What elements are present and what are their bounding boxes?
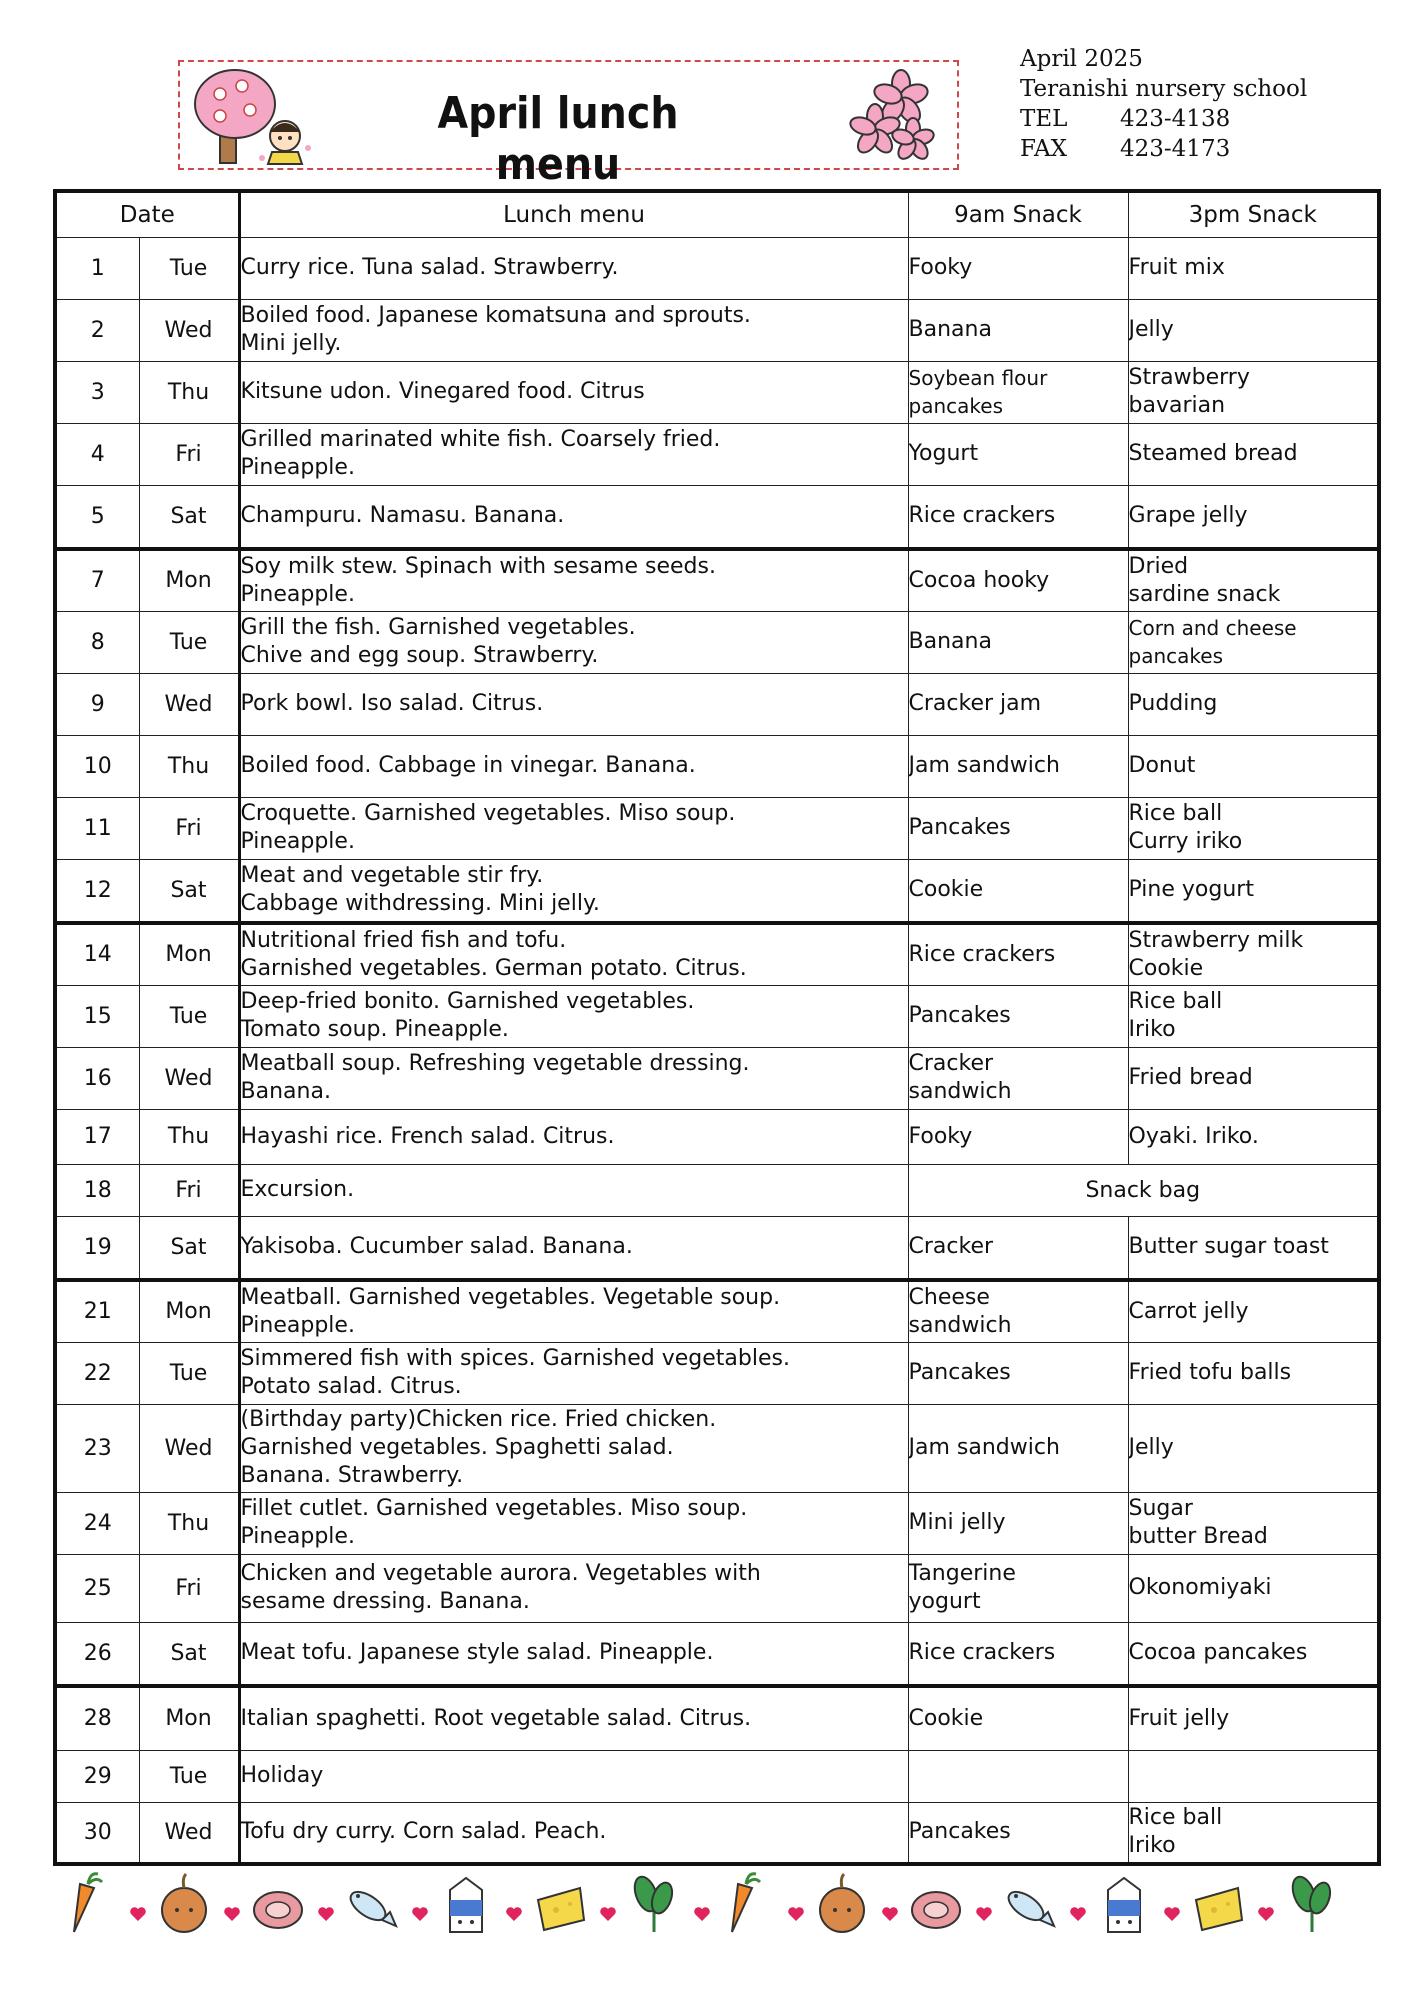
lunch-menu-item: Fillet cutlet. Garnished vegetables. Miso soup. Pineapple.	[239, 1492, 908, 1554]
carrot-icon	[60, 1870, 120, 1940]
pm-snack: Strawberry milk Cookie	[1128, 923, 1379, 985]
heart-icon	[1256, 1904, 1276, 1924]
table-row	[55, 1492, 1379, 1554]
day-number: 11	[55, 797, 139, 859]
am-snack: Tangerine yogurt	[908, 1554, 1128, 1622]
am-snack: Cheese sandwich	[908, 1280, 1128, 1342]
am-snack: Yogurt	[908, 423, 1128, 485]
pm-snack: Fried tofu balls	[1128, 1342, 1379, 1404]
meat-icon	[906, 1870, 966, 1940]
pm-snack: Fried bread	[1128, 1047, 1379, 1109]
lunch-menu-table	[53, 189, 1381, 1866]
am-snack: Rice crackers	[908, 923, 1128, 985]
pm-snack: Oyaki. Iriko.	[1128, 1109, 1379, 1164]
weekday: Mon	[139, 923, 239, 985]
day-number: 9	[55, 673, 139, 735]
day-number: 15	[55, 985, 139, 1047]
lunch-menu-item: Meatball soup. Refreshing vegetable dressing. Banana.	[239, 1047, 908, 1109]
fax-label: FAX	[1020, 136, 1067, 162]
day-number: 7	[55, 549, 139, 611]
lunch-menu-item: Soy milk stew. Spinach with sesame seeds. Pineapple.	[239, 549, 908, 611]
weekday: Wed	[139, 1404, 239, 1492]
lunch-menu-item: (Birthday party)Chicken rice. Fried chicken. Garnished vegetables. Spaghetti salad. Banana. Strawberry.	[239, 1404, 908, 1492]
table-row	[55, 985, 1379, 1047]
day-number: 25	[55, 1554, 139, 1622]
lunch-menu-item: Kitsune udon. Vinegared food. Citrus	[239, 361, 908, 423]
date-header: Date	[55, 191, 239, 237]
lunch-menu-item: Simmered fish with spices. Garnished vegetables. Potato salad. Citrus.	[239, 1342, 908, 1404]
day-number: 1	[55, 237, 139, 299]
am-snack: Cracker	[908, 1216, 1128, 1280]
day-number: 2	[55, 299, 139, 361]
pm-snack: Rice ball Iriko	[1128, 985, 1379, 1047]
lunch-menu-item: Tofu dry curry. Corn salad. Peach.	[239, 1802, 908, 1864]
pm-snack: Sugar butter Bread	[1128, 1492, 1379, 1554]
pm-snack: Pudding	[1128, 673, 1379, 735]
table-row	[55, 1164, 1379, 1216]
weekday: Wed	[139, 299, 239, 361]
heart-icon	[598, 1904, 618, 1924]
pm-snack: Cocoa pancakes	[1128, 1622, 1379, 1686]
weekday: Wed	[139, 1802, 239, 1864]
table-row	[55, 1750, 1379, 1802]
fish-icon	[1000, 1870, 1060, 1940]
pm-snack: Jelly	[1128, 1404, 1379, 1492]
day-number: 24	[55, 1492, 139, 1554]
table-row	[55, 423, 1379, 485]
lunch-menu-item: Holiday	[239, 1750, 908, 1802]
day-number: 28	[55, 1686, 139, 1750]
am-snack: Rice crackers	[908, 1622, 1128, 1686]
pm-snack: Corn and cheese pancakes	[1128, 611, 1379, 673]
weekday: Sat	[139, 485, 239, 549]
am-snack: Pancakes	[908, 1802, 1128, 1864]
table-row	[55, 361, 1379, 423]
pm-snack: Rice ball Iriko	[1128, 1802, 1379, 1864]
spinach-icon	[1282, 1870, 1342, 1940]
weekday: Wed	[139, 1047, 239, 1109]
carrot-icon	[718, 1870, 778, 1940]
pm-snack: Okonomiyaki	[1128, 1554, 1379, 1622]
weekday: Mon	[139, 549, 239, 611]
lunch-menu-item: Excursion.	[239, 1164, 908, 1216]
heart-icon	[692, 1904, 712, 1924]
school-info	[1020, 44, 1307, 164]
table-row	[55, 1404, 1379, 1492]
weekday: Sat	[139, 1216, 239, 1280]
day-number: 26	[55, 1622, 139, 1686]
am-snack: Banana	[908, 299, 1128, 361]
weekday: Fri	[139, 1164, 239, 1216]
day-number: 16	[55, 1047, 139, 1109]
table-row	[55, 673, 1379, 735]
pm-snack: Fruit mix	[1128, 237, 1379, 299]
cherry-tree-icon	[190, 66, 320, 170]
heart-icon	[786, 1904, 806, 1924]
weekday: Wed	[139, 673, 239, 735]
tel-row	[1020, 104, 1307, 134]
pm-snack: Rice ball Curry iriko	[1128, 797, 1379, 859]
am-snack-header: 9am Snack	[908, 191, 1128, 237]
lunch-menu-item: Grill the fish. Garnished vegetables. Chive and egg soup. Strawberry.	[239, 611, 908, 673]
month-year: April 2025	[1020, 46, 1143, 72]
table-row	[55, 1802, 1379, 1864]
table-row	[55, 549, 1379, 611]
pm-snack: Donut	[1128, 735, 1379, 797]
lunch-menu-item: Italian spaghetti. Root vegetable salad. Citrus.	[239, 1686, 908, 1750]
pm-snack: Carrot jelly	[1128, 1280, 1379, 1342]
heart-icon	[1162, 1904, 1182, 1924]
table-row	[55, 859, 1379, 923]
day-number: 30	[55, 1802, 139, 1864]
pm-snack-header: 3pm Snack	[1128, 191, 1379, 237]
pm-snack: Strawberry bavarian	[1128, 361, 1379, 423]
weekday: Fri	[139, 1554, 239, 1622]
heart-icon	[410, 1904, 430, 1924]
title-banner	[178, 60, 959, 190]
lunch-menu-item: Champuru. Namasu. Banana.	[239, 485, 908, 549]
table-row	[55, 1109, 1379, 1164]
pm-snack: Dried sardine snack	[1128, 549, 1379, 611]
lunch-menu-item: Meat tofu. Japanese style salad. Pineapple.	[239, 1622, 908, 1686]
am-snack: Jam sandwich	[908, 1404, 1128, 1492]
lunch-menu-item: Meat and vegetable stir fry. Cabbage withdressing. Mini jelly.	[239, 859, 908, 923]
day-number: 12	[55, 859, 139, 923]
milk-carton-icon	[436, 1870, 496, 1940]
lunch-menu-item: Boiled food. Cabbage in vinegar. Banana.	[239, 735, 908, 797]
lunch-menu-item: Grilled marinated white fish. Coarsely fried. Pineapple.	[239, 423, 908, 485]
milk-carton-icon	[1094, 1870, 1154, 1940]
am-snack: Pancakes	[908, 1342, 1128, 1404]
weekday: Thu	[139, 361, 239, 423]
pm-snack: Grape jelly	[1128, 485, 1379, 549]
am-snack: Cookie	[908, 1686, 1128, 1750]
cheese-icon	[1188, 1870, 1248, 1940]
weekday: Tue	[139, 237, 239, 299]
day-number: 22	[55, 1342, 139, 1404]
table-row	[55, 1342, 1379, 1404]
am-snack: Fooky	[908, 237, 1128, 299]
weekday: Mon	[139, 1280, 239, 1342]
day-number: 10	[55, 735, 139, 797]
table-row	[55, 735, 1379, 797]
school-name: Teranishi nursery school	[1020, 76, 1308, 102]
day-number: 23	[55, 1404, 139, 1492]
tel-number: 423-4138	[1120, 106, 1231, 132]
heart-icon	[880, 1904, 900, 1924]
weekday: Tue	[139, 1342, 239, 1404]
day-number: 4	[55, 423, 139, 485]
am-snack: Jam sandwich	[908, 735, 1128, 797]
table-row	[55, 1554, 1379, 1622]
day-number: 8	[55, 611, 139, 673]
weekday: Tue	[139, 1750, 239, 1802]
heart-icon	[128, 1904, 148, 1924]
lunch-menu-item: Curry rice. Tuna salad. Strawberry.	[239, 237, 908, 299]
day-number: 14	[55, 923, 139, 985]
heart-icon	[1068, 1904, 1088, 1924]
table-row	[55, 1047, 1379, 1109]
weekday: Tue	[139, 985, 239, 1047]
am-snack: Cracker sandwich	[908, 1047, 1128, 1109]
table-row	[55, 1686, 1379, 1750]
table-header-row	[55, 191, 1379, 237]
pm-snack: Butter sugar toast	[1128, 1216, 1379, 1280]
cheese-icon	[530, 1870, 590, 1940]
day-number: 18	[55, 1164, 139, 1216]
am-snack: Soybean flour pancakes	[908, 361, 1128, 423]
heart-icon	[974, 1904, 994, 1924]
lunch-header: Lunch menu	[239, 191, 908, 237]
lunch-menu-item: Nutritional fried fish and tofu. Garnished vegetables. German potato. Citrus.	[239, 923, 908, 985]
spinach-icon	[624, 1870, 684, 1940]
am-snack: Banana	[908, 611, 1128, 673]
weekday: Tue	[139, 611, 239, 673]
lunch-menu-item: Croquette. Garnished vegetables. Miso soup. Pineapple.	[239, 797, 908, 859]
weekday: Thu	[139, 1492, 239, 1554]
weekday: Sat	[139, 1622, 239, 1686]
am-snack: Rice crackers	[908, 485, 1128, 549]
table-row	[55, 611, 1379, 673]
weekday: Thu	[139, 1109, 239, 1164]
fax-number: 423-4173	[1120, 136, 1231, 162]
lunch-menu-item: Chicken and vegetable aurora. Vegetables with sesame dressing. Banana.	[239, 1554, 908, 1622]
day-number: 17	[55, 1109, 139, 1164]
lunch-menu-item: Boiled food. Japanese komatsuna and sprouts. Mini jelly.	[239, 299, 908, 361]
lunch-menu-item: Deep-fried bonito. Garnished vegetables. Tomato soup. Pineapple.	[239, 985, 908, 1047]
lunch-menu-item: Hayashi rice. French salad. Citrus.	[239, 1109, 908, 1164]
table-row	[55, 485, 1379, 549]
pm-snack: Jelly	[1128, 299, 1379, 361]
weekday: Mon	[139, 1686, 239, 1750]
lunch-menu-item: Pork bowl. Iso salad. Citrus.	[239, 673, 908, 735]
weekday: Fri	[139, 797, 239, 859]
fish-icon	[342, 1870, 402, 1940]
pm-snack	[1128, 1750, 1379, 1802]
snack-bag-note: Snack bag	[908, 1164, 1379, 1216]
day-number: 21	[55, 1280, 139, 1342]
am-snack: Cracker jam	[908, 673, 1128, 735]
heart-icon	[222, 1904, 242, 1924]
meat-icon	[248, 1870, 308, 1940]
table-row	[55, 1216, 1379, 1280]
pm-snack: Fruit jelly	[1128, 1686, 1379, 1750]
day-number: 29	[55, 1750, 139, 1802]
day-number: 19	[55, 1216, 139, 1280]
heart-icon	[316, 1904, 336, 1924]
am-snack: Fooky	[908, 1109, 1128, 1164]
table-row	[55, 237, 1379, 299]
pm-snack: Pine yogurt	[1128, 859, 1379, 923]
onion-icon	[812, 1870, 872, 1940]
pm-snack: Steamed bread	[1128, 423, 1379, 485]
am-snack: Cocoa hooky	[908, 549, 1128, 611]
weekday: Thu	[139, 735, 239, 797]
table-row	[55, 1622, 1379, 1686]
am-snack: Pancakes	[908, 985, 1128, 1047]
page-title: April lunch menu	[437, 88, 679, 190]
am-snack	[908, 1750, 1128, 1802]
lunch-menu-item: Meatball. Garnished vegetables. Vegetable soup. Pineapple.	[239, 1280, 908, 1342]
table-row	[55, 923, 1379, 985]
weekday: Sat	[139, 859, 239, 923]
table-row	[55, 1280, 1379, 1342]
heart-icon	[504, 1904, 524, 1924]
onion-icon	[154, 1870, 214, 1940]
footer-food-icons	[60, 1860, 1380, 1960]
table-row	[55, 797, 1379, 859]
cherry-blossom-icon	[843, 68, 943, 170]
day-number: 3	[55, 361, 139, 423]
am-snack: Pancakes	[908, 797, 1128, 859]
day-number: 5	[55, 485, 139, 549]
table-row	[55, 299, 1379, 361]
am-snack: Cookie	[908, 859, 1128, 923]
fax-row	[1020, 134, 1307, 164]
weekday: Fri	[139, 423, 239, 485]
am-snack: Mini jelly	[908, 1492, 1128, 1554]
lunch-menu-item: Yakisoba. Cucumber salad. Banana.	[239, 1216, 908, 1280]
tel-label: TEL	[1020, 106, 1068, 132]
